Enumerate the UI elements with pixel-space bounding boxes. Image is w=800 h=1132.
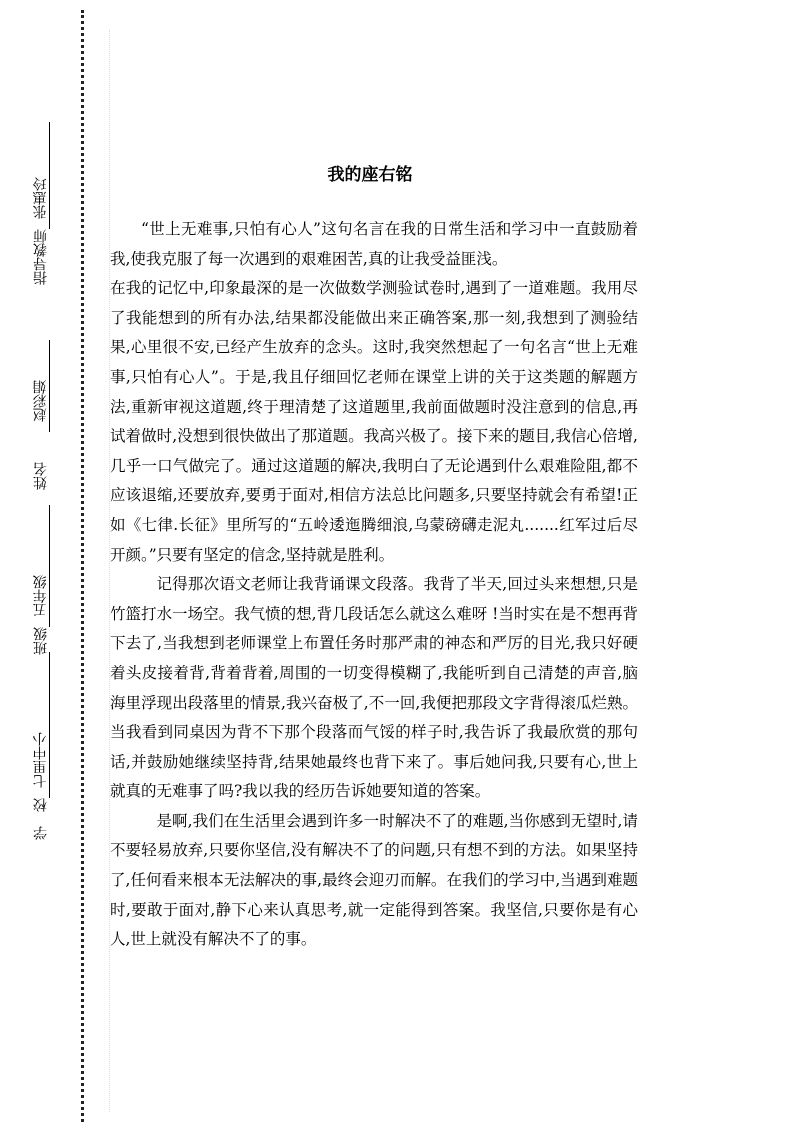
essay-title: 我的座右铭 — [327, 165, 413, 185]
student-info-sidebar — [31, 90, 51, 850]
name-field — [31, 340, 51, 490]
name-value: 赵彩娟 — [32, 340, 51, 432]
paragraph-1: “世上无难事,只怕有心人”这句名言在我的日常生活和学习中一直鼓励着我,使我克服了每一次遇到的艰难困苦,真的让我受益匪浅。 — [110, 220, 638, 268]
class-label: 班级 — [33, 627, 49, 655]
school-field — [31, 650, 51, 840]
paragraph-3: 记得那次语文老师让我背诵课文段落。我背了半天,回过头来想想,只是竹篮打水一场空。我气愤的想,背几段话怎么就这么难呀 !当时实在是不想再背下去了,当我想到老师课堂上布置任务时那严肃的神态和严厉的目光,我只好硬着头皮接着背,背着背着,周围的一切变得模糊了,我能听到自己清楚的声音,脑海里浮现出段落里的情景,我兴奋极了,不一回,我便把那段文字背得滚瓜烂熟。当我看到同桌因为背不下那个段落而气馁的样子时,我告诉了我最欣赏的那句话,并鼓励她继续坚持背,结果她最终也背下来了。事后她问我,只要有心,世上就真的无难事了吗?我以我的经历告诉她要知道的答案。 — [110, 575, 638, 801]
teacher-label: 指导教师 — [33, 229, 49, 285]
name-label: 姓名 — [33, 462, 49, 490]
teacher-field — [31, 90, 51, 285]
paragraph-2: 在我的记忆中,印象最深的是一次做数学测验试卷时,遇到了一道难题。我用尽了我能想到的所有办法,结果都没能做出来正确答案,那一刻,我想到了测验结果,心里很不安,已经产生放弃的念头。这时,我突然想起了一句名言“世上无难事,只怕有心人”。于是,我且仔细回忆老师在课堂上讲的关于这类题的解题方法,重新审视这道题,终于理清楚了这道题里,我前面做题时没注意到的信息,再试着做时,没想到很快做出了那道题。我高兴极了。接下来的题目,我信心倍增,几乎一口气做完了。通过这道题的解决,我明白了无论遇到什么艰难险阻,都不应该退缩,还要放弃,要勇于面对,相信方法总比问题多,只要坚持就会有希望!正如《七律.长征》里所写的“五岭逶迤腾细浪,乌蒙磅礴走泥丸.......红军过后尽开颜。”只要有坚定的信念,坚持就是胜利。 — [110, 279, 638, 564]
class-field — [31, 485, 51, 655]
teacher-value: 张惠玲 — [32, 122, 51, 229]
class-value: 五年级 — [32, 505, 51, 627]
school-label: 学 校 — [33, 798, 49, 840]
paragraph-4: 是啊,我们在生活里会遇到许多一时解决不了的难题,当你感到无望时,请不要轻易放弃,只要你坚信,没有解决不了的问题,只有想不到的方法。如果坚持了,任何看来根本无法解决的事,最终会迎刃而解。在我们的学习中,当遇到难题时,要敢于面对,静下心来认真思考,就一定能得到答案。我坚信,只要你是有心人,世上就没有解决不了的事。 — [110, 811, 638, 949]
school-value: 七里中小 — [32, 652, 51, 798]
essay-body — [110, 215, 638, 955]
